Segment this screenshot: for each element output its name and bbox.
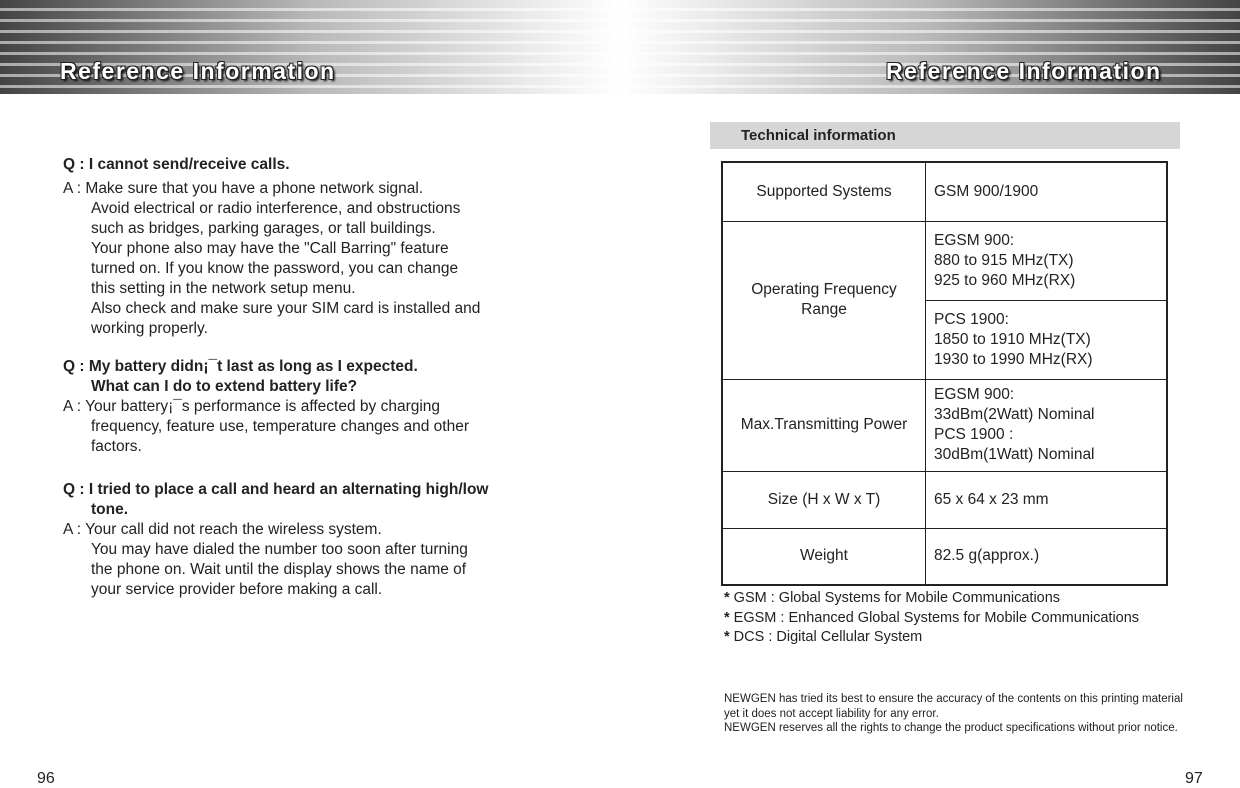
- abbreviation-notes: [724, 589, 1139, 648]
- faq-item-tone: [63, 480, 543, 600]
- spec-value-line: EGSM 900:: [934, 386, 1015, 403]
- faq-answer-line: turned on. If you know the password, you can change: [91, 260, 459, 277]
- faq-answer-line: working properly.: [91, 320, 208, 337]
- faq-answer-line: such as bridges, parking garages, or tall buildings.: [91, 220, 436, 237]
- spec-value: [926, 162, 1168, 221]
- page-number-right: 97: [1185, 770, 1203, 787]
- disclaimer: [724, 692, 1184, 736]
- faq-answer-line: factors.: [91, 438, 142, 455]
- spec-value: [926, 300, 1168, 379]
- faq-question: Q : My battery didn¡¯t last as long as I expected.: [63, 358, 418, 375]
- faq-question: Q : I cannot send/receive calls.: [63, 156, 290, 173]
- faq-question: What can I do to extend battery life?: [91, 378, 358, 395]
- spec-value-line: 880 to 915 MHz(TX): [934, 251, 1074, 269]
- spec-value-line: 82.5 g(approx.): [934, 547, 1040, 565]
- spec-value: [926, 471, 1168, 528]
- spec-value-line: 1930 to 1990 MHz(RX): [934, 350, 1093, 368]
- faq-answer-line: this setting in the network setup menu.: [91, 280, 356, 297]
- note-line: [724, 628, 1139, 648]
- right-page-title: Reference Information: [886, 58, 1162, 84]
- spec-label: Size (H x W x T): [722, 471, 926, 528]
- spec-label: Max.Transmitting Power: [722, 379, 926, 471]
- spec-value: [926, 379, 1168, 471]
- note-line: [724, 589, 1139, 609]
- spec-label: Weight: [722, 528, 926, 585]
- note-star: *: [724, 609, 730, 626]
- spec-label: Operating Frequency Range: [722, 221, 926, 379]
- left-page-title: Reference Information: [60, 58, 336, 84]
- faq-answer-line: A : Your call did not reach the wireless system.: [63, 521, 382, 538]
- spec-value-line: 925 to 960 MHz(RX): [934, 271, 1076, 289]
- spec-value: [926, 528, 1168, 585]
- faq-item-battery: [63, 357, 543, 457]
- spec-value: [926, 221, 1168, 300]
- faq-item-calls: [63, 155, 543, 339]
- spec-value-line: EGSM 900:: [934, 231, 1015, 249]
- table-row: [722, 379, 1167, 471]
- spec-value-line: 30dBm(1Watt) Nominal: [934, 446, 1095, 463]
- page-number-left: 96: [37, 770, 55, 787]
- header-banner: [0, 0, 1240, 94]
- faq-answer-line: Also check and make sure your SIM card is installed and: [91, 300, 481, 317]
- note-text: GSM : Global Systems for Mobile Communications: [729, 590, 1061, 606]
- spec-table: [721, 161, 1168, 586]
- note-line: [724, 609, 1139, 629]
- spec-value-line: PCS 1900:: [934, 310, 1009, 328]
- spec-value-line: 65 x 64 x 23 mm: [934, 490, 1049, 508]
- faq-answer-line: frequency, feature use, temperature changes and other: [91, 418, 469, 435]
- spec-value-line: PCS 1900 :: [934, 426, 1014, 443]
- spec-label: Supported Systems: [722, 162, 926, 221]
- faq-question: tone.: [91, 501, 129, 518]
- technical-information-heading: Technical information: [710, 122, 1180, 149]
- spec-value-line: 1850 to 1910 MHz(TX): [934, 330, 1091, 348]
- note-star: *: [724, 590, 730, 606]
- disclaimer-line: NEWGEN has tried its best to ensure the accuracy of the contents on this printing material yet it does not accept liability for any error.: [724, 693, 1183, 720]
- disclaimer-line: NEWGEN reserves all the rights to change the product specifications without prior notice.: [724, 722, 1178, 734]
- table-row: [722, 162, 1167, 221]
- table-row: [722, 221, 1167, 300]
- spec-value-line: 33dBm(2Watt) Nominal: [934, 406, 1095, 423]
- faq-question: Q : I tried to place a call and heard an alternating high/low: [63, 481, 489, 498]
- faq-answer-line: Your phone also may have the "Call Barring" feature: [91, 240, 449, 257]
- faq-answer-line: the phone on. Wait until the display shows the name of: [91, 561, 467, 578]
- faq-answer-line: your service provider before making a call.: [91, 581, 383, 598]
- table-row: [722, 528, 1167, 585]
- faq-answer-line: Avoid electrical or radio interference, and obstructions: [91, 200, 461, 217]
- spec-value-line: GSM 900/1900: [934, 182, 1039, 200]
- note-text: EGSM : Enhanced Global Systems for Mobile Communications: [729, 609, 1140, 626]
- note-text: DCS : Digital Cellular System: [729, 629, 923, 645]
- faq-answer-line: A : Make sure that you have a phone network signal.: [63, 180, 424, 197]
- faq-answer-line: A : Your battery¡¯s performance is affected by charging: [63, 398, 441, 415]
- table-row: [722, 471, 1167, 528]
- faq-answer-line: You may have dialed the number too soon after turning: [91, 541, 468, 558]
- note-star: *: [724, 629, 730, 645]
